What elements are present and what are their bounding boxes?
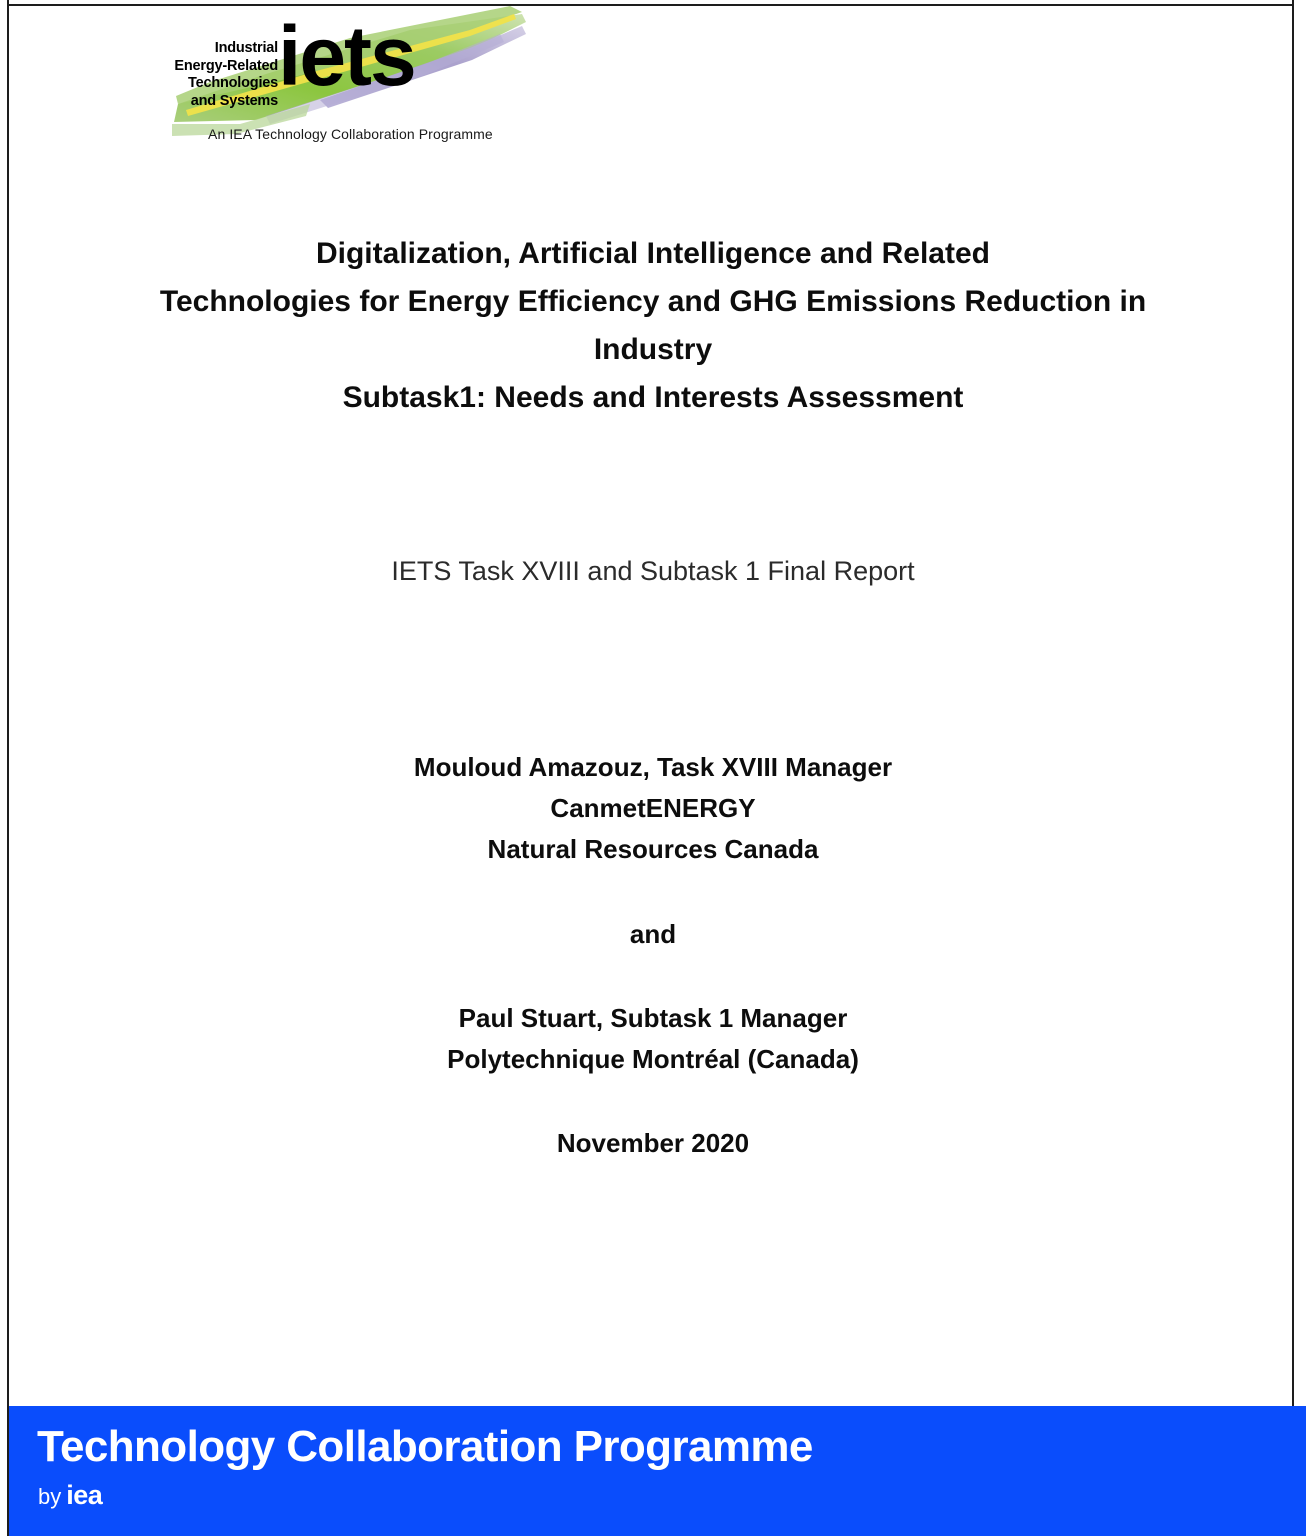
page-title: [80, 230, 1226, 422]
banner-title: Technology Collaboration Programme: [37, 1422, 813, 1471]
iea-logo-text: iea: [66, 1480, 103, 1510]
publication-date: November 2020: [556, 1128, 750, 1158]
logo-left-line-2: Energy-Related: [174, 57, 278, 74]
author-primary-affiliation: Natural Resources Canada: [487, 834, 819, 864]
logo-left-line-4: and Systems: [190, 92, 278, 109]
author-primary-org: CanmetENERGY: [550, 793, 756, 823]
page-border-right: [1292, 0, 1294, 1536]
banner-by-label: by: [38, 1484, 62, 1509]
logo-left-line-3: Technologies: [188, 75, 278, 91]
page-border-left: [7, 0, 9, 1536]
authors-conjunction: and: [629, 919, 677, 949]
logo-left-line-1: Industrial: [214, 40, 278, 56]
title-line-1: Digitalization, Artificial Intelligence and Related: [315, 237, 990, 270]
title-line-4: Subtask1: Needs and Interests Assessment: [342, 381, 964, 414]
iets-logo: [170, 4, 570, 156]
report-subtitle: IETS Task XVIII and Subtask 1 Final Report: [391, 556, 915, 586]
tcp-banner: [9, 1406, 1306, 1536]
logo-wordmark: iets: [278, 9, 415, 103]
author-secondary-name: Paul Stuart, Subtask 1 Manager: [458, 1003, 848, 1033]
logo-tagline: An IEA Technology Collaboration Programme: [208, 126, 493, 142]
author-secondary-affiliation: Polytechnique Montréal (Canada): [447, 1044, 859, 1074]
logo-left-text: [170, 40, 278, 110]
banner-brand-lockup: [38, 1478, 102, 1517]
title-line-2: Technologies for Energy Efficiency and GHG Emissions Reduction in: [159, 285, 1147, 318]
authors-block: [80, 747, 1226, 1164]
author-primary-name: Mouloud Amazouz, Task XVIII Manager: [413, 752, 893, 782]
title-line-3: Industry: [593, 333, 713, 366]
